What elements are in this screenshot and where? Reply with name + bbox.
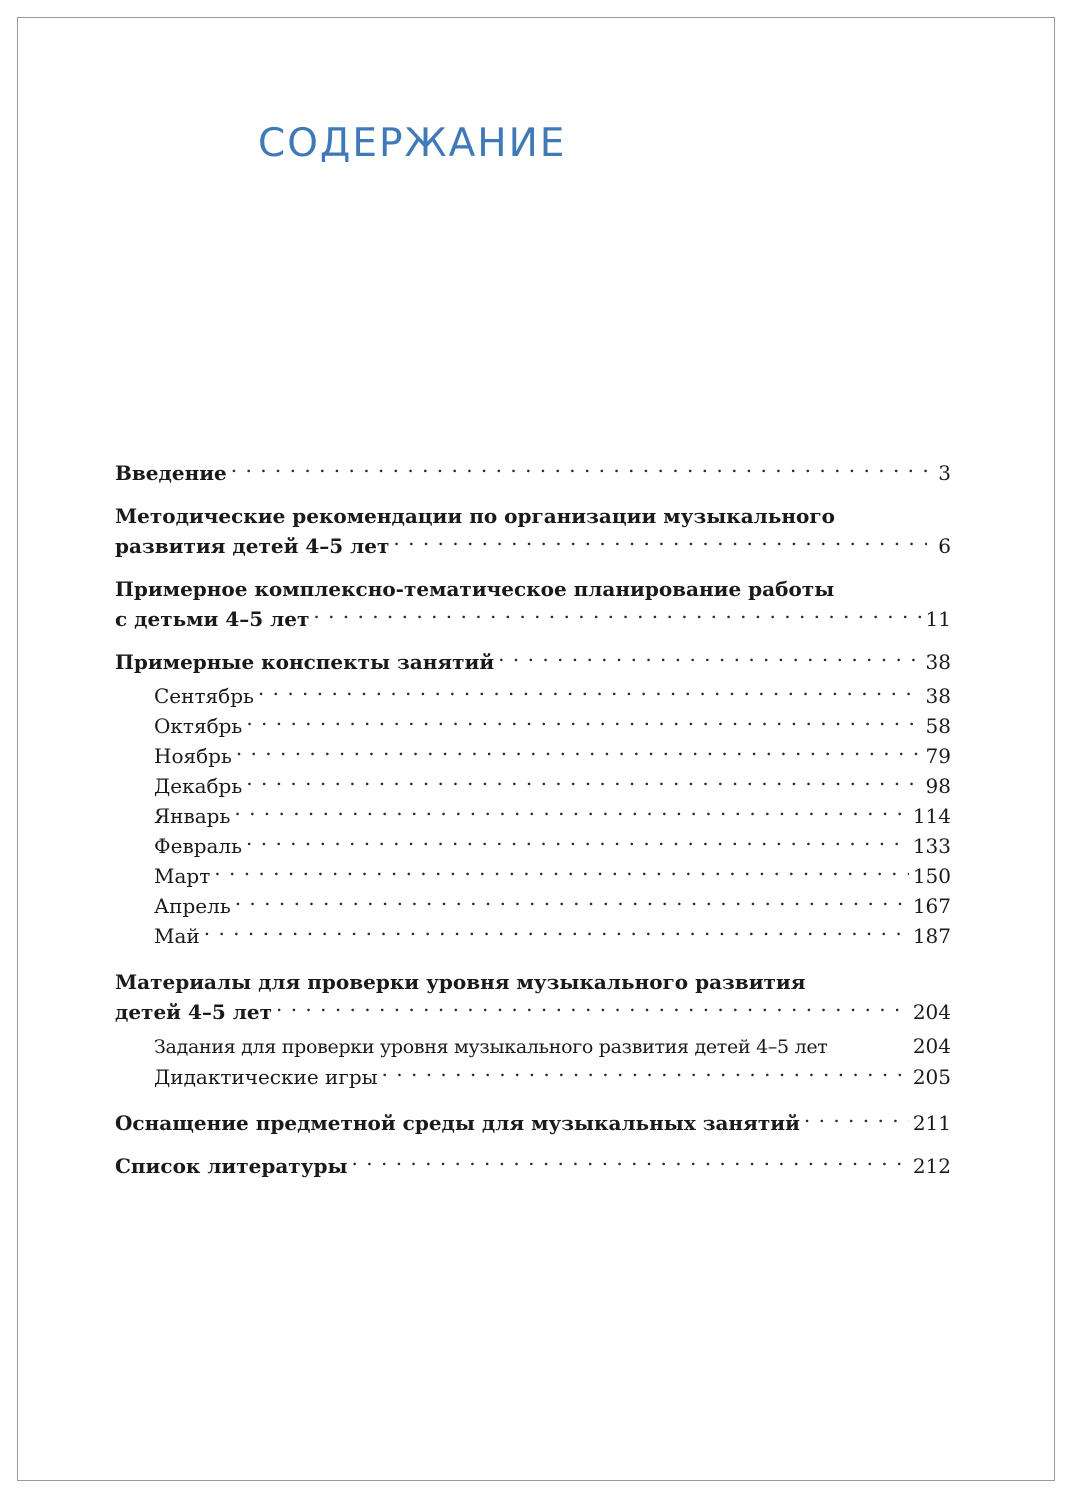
dot-leader xyxy=(231,460,927,480)
toc-entry-title: Сентябрь xyxy=(154,684,254,708)
dot-leader xyxy=(276,999,909,1019)
toc-page-number: 11 xyxy=(925,607,951,631)
toc-entry-planning[interactable] xyxy=(115,574,951,634)
toc-entry-january[interactable] xyxy=(115,801,951,831)
toc-entry-title: Примерные конспекты занятий xyxy=(115,650,495,674)
toc-page-number: 167 xyxy=(912,894,951,918)
toc-entry-title: Задания для проверки уровня музыкального развития детей 4–5 лет xyxy=(154,1036,828,1058)
toc-page-number: 58 xyxy=(925,714,951,738)
toc-entry-december[interactable] xyxy=(115,771,951,801)
toc-entry-tasks[interactable] xyxy=(115,1031,951,1062)
toc-entry-title: Март xyxy=(154,864,211,888)
dot-leader xyxy=(234,803,908,823)
toc-entry-october[interactable] xyxy=(115,711,951,741)
dot-leader xyxy=(804,1110,909,1130)
dot-leader xyxy=(258,683,922,703)
toc-entry-title: Материалы для проверки уровня музыкального развития xyxy=(115,970,806,994)
toc-entry-april[interactable] xyxy=(115,891,951,921)
toc-page-number: 205 xyxy=(912,1065,951,1089)
toc-entry-title: Дидактические игры xyxy=(154,1065,378,1089)
toc-entry-outlines[interactable] xyxy=(115,647,951,677)
toc-page-number: 187 xyxy=(912,924,951,948)
page-title: СОДЕРЖАНИЕ xyxy=(258,121,567,166)
toc-entry-materials[interactable] xyxy=(115,967,951,1027)
toc-page-number: 133 xyxy=(912,834,951,858)
toc-entry-didactic-games[interactable] xyxy=(115,1062,951,1092)
toc-entry-title: Примерное комплексно-тематическое планирование работы xyxy=(115,577,835,601)
dot-leader xyxy=(246,713,921,733)
toc-entry-title: Октябрь xyxy=(154,714,243,738)
toc-page-number: 150 xyxy=(912,864,951,888)
toc-page-number: 204 xyxy=(912,1034,951,1058)
toc-page-number: 38 xyxy=(925,650,951,674)
toc-page-number: 3 xyxy=(938,461,951,485)
dot-leader xyxy=(235,893,909,913)
toc-page-number: 6 xyxy=(938,534,951,558)
toc-entry-title: Февраль xyxy=(154,834,243,858)
toc-page-number: 79 xyxy=(925,744,951,768)
dot-leader xyxy=(498,649,921,669)
toc-page-number: 212 xyxy=(912,1154,951,1178)
dot-leader xyxy=(214,863,909,883)
toc-entry-title: Декабрь xyxy=(154,774,243,798)
toc-page-number: 114 xyxy=(912,804,951,828)
dot-leader xyxy=(236,743,922,763)
toc-entry-equipment[interactable] xyxy=(115,1108,951,1138)
toc-entry-methodical[interactable] xyxy=(115,501,951,561)
dot-leader xyxy=(246,833,909,853)
dot-leader xyxy=(393,533,927,553)
toc-entry-title: Список литературы xyxy=(115,1154,348,1178)
toc-entry-title-cont: развития детей 4–5 лет xyxy=(115,534,390,558)
toc-entry-title-cont: детей 4–5 лет xyxy=(115,1000,272,1024)
toc-page-number: 98 xyxy=(925,774,951,798)
toc-page-number: 204 xyxy=(912,1000,951,1024)
toc-page-number: 211 xyxy=(912,1111,951,1135)
dot-leader xyxy=(246,773,921,793)
dot-leader xyxy=(352,1153,909,1173)
dot-leader xyxy=(204,923,909,943)
toc-entry-november[interactable] xyxy=(115,741,951,771)
dot-leader xyxy=(382,1064,909,1084)
toc-entry-title-cont: с детьми 4–5 лет xyxy=(115,607,310,631)
toc-entry-march[interactable] xyxy=(115,861,951,891)
toc-entry-title: Введение xyxy=(115,461,227,485)
toc-entry-literature[interactable] xyxy=(115,1151,951,1181)
dot-leader xyxy=(832,1033,909,1053)
toc-entry-february[interactable] xyxy=(115,831,951,861)
toc-entry-intro[interactable] xyxy=(115,458,951,488)
toc-entry-title: Январь xyxy=(154,804,231,828)
toc-entry-title: Методические рекомендации по организации музыкального xyxy=(115,504,835,528)
toc-entry-title: Ноябрь xyxy=(154,744,232,768)
toc-entry-september[interactable] xyxy=(115,681,951,711)
toc-entry-title: Оснащение предметной среды для музыкальных занятий xyxy=(115,1111,800,1135)
dot-leader xyxy=(313,606,921,626)
toc-entry-title: Апрель xyxy=(154,894,231,918)
toc-entry-title: Май xyxy=(154,924,200,948)
table-of-contents xyxy=(115,458,951,1181)
toc-page-number: 38 xyxy=(925,684,951,708)
toc-entry-may[interactable] xyxy=(115,921,951,951)
